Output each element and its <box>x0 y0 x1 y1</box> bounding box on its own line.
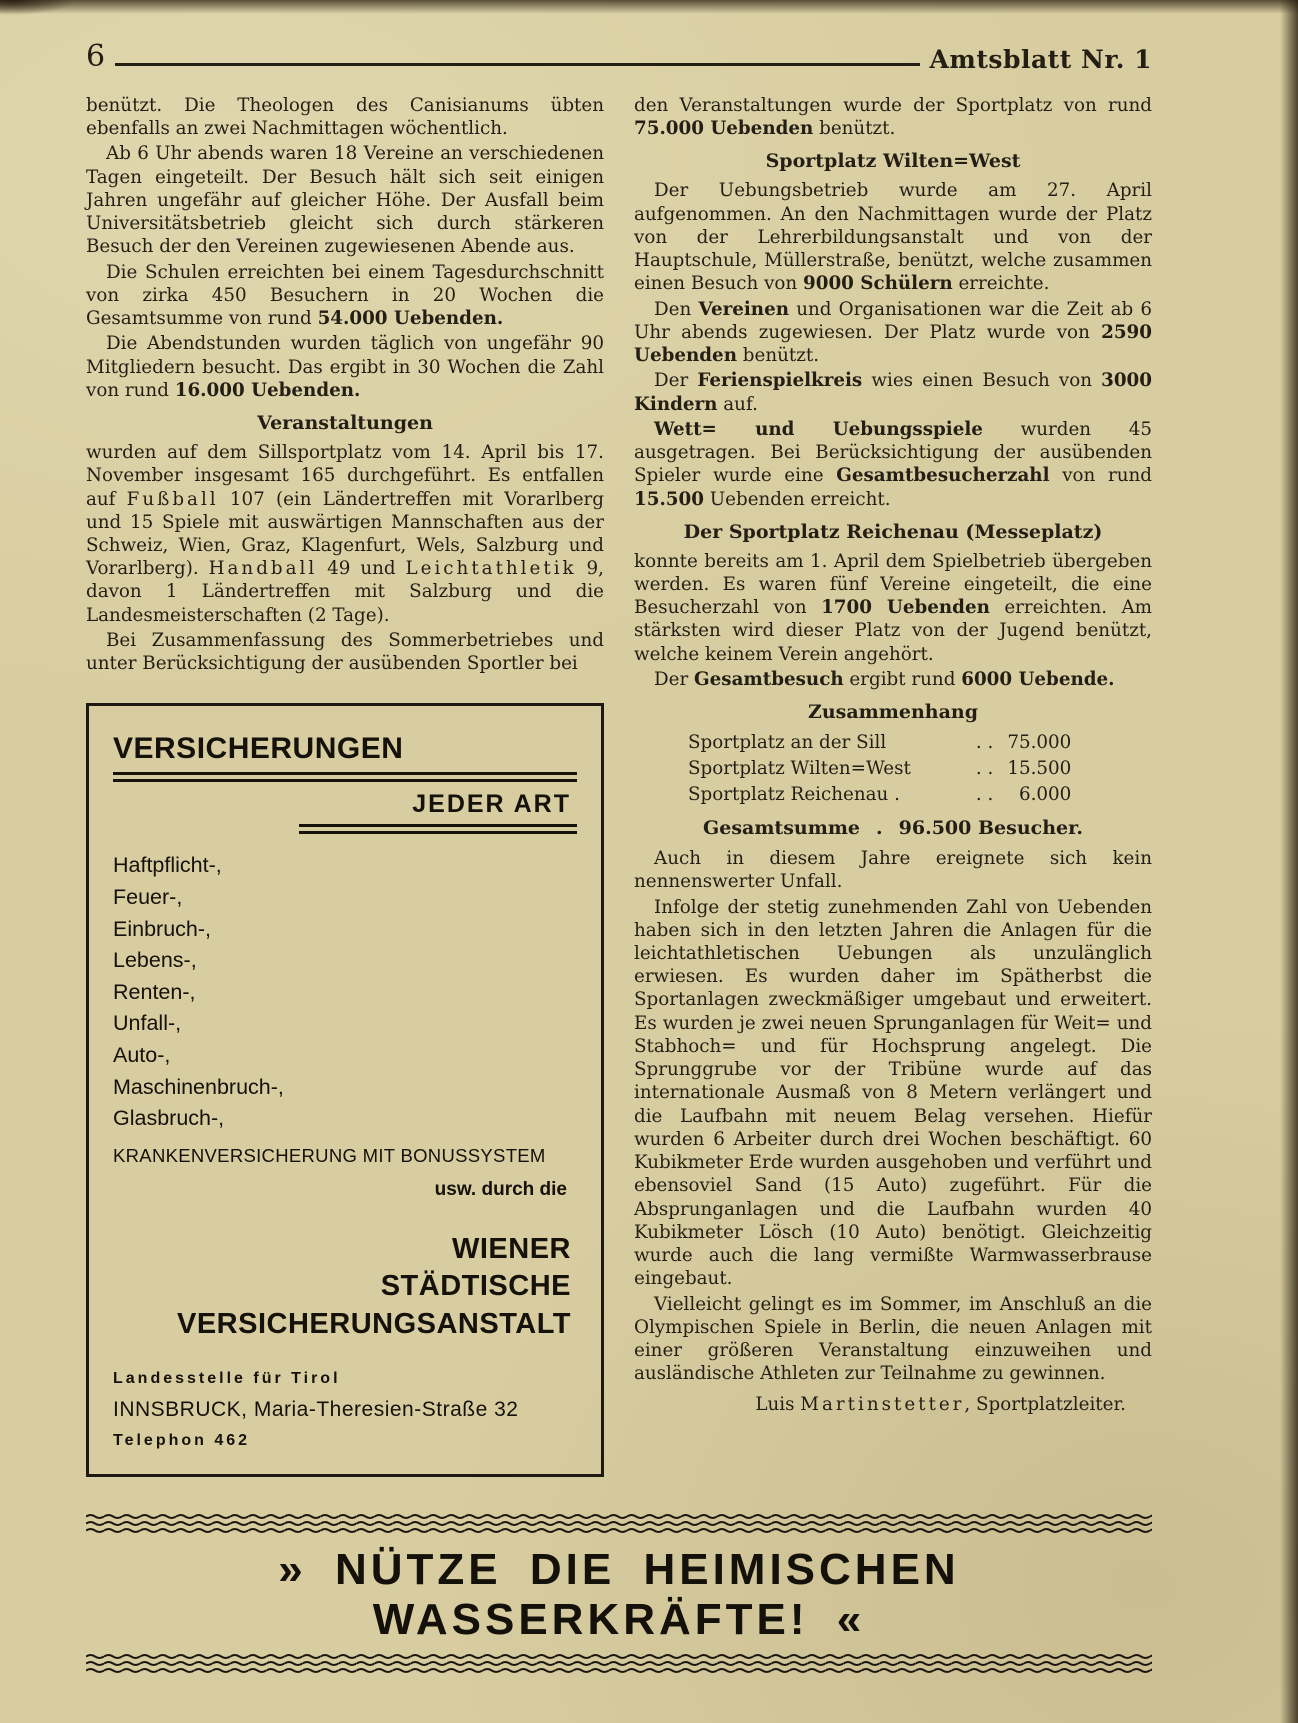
paragraph <box>634 179 1152 295</box>
text-segment: Gesamtbesucherzahl <box>836 465 1050 487</box>
ad-subtitle: JEDER ART <box>412 790 571 819</box>
summary-label: Sportplatz Wilten=West <box>688 758 911 780</box>
summary-table <box>688 730 1071 808</box>
text-segment: 3000 Kindern <box>634 370 1152 415</box>
text-segment: Ab 6 Uhr abends waren 18 Vereine an verschiedenen Tagen eingeteilt. Der Besuch hält sich seit einigen Jahren ungefähr auf gleicher Höhe. Der Ausfall beim Universitätsbetrieb gleicht sich durch stärkeren Besuch der den Vereinen zugewiesenen Abende aus. <box>86 143 604 258</box>
paragraph <box>634 1293 1152 1386</box>
total-value: 96.500 Besucher. <box>898 817 1083 840</box>
text-segment: 1700 Uebenden <box>821 597 990 619</box>
text-segment: Die Schulen erreichten bei einem Tagesdurchschnitt von zirka 450 Besuchern in 20 Wochen die Gesamtsumme von rund <box>86 261 604 330</box>
text-segment: , Sportplatzleiter. <box>964 1394 1126 1416</box>
text-segment: Die Abendstunden wurden täglich von ungefähr 90 Mitgliedern besucht. Das ergibt in 30 Wochen die Zahl von rund <box>86 333 604 401</box>
slogan-banner <box>86 1513 1152 1673</box>
text-segment: 9, davon 1 Ländertreffen mit Salzburg und die Landesmeisterschaften (2 Tage). <box>86 558 604 626</box>
summary-value: 6.000 <box>1018 784 1072 806</box>
section-heading: Veranstaltungen <box>257 412 433 435</box>
total-label: Gesamtsumme <box>703 817 861 840</box>
text-segment: Auch in diesem Jahre ereignete sich kein nennenswerter Unfall. <box>634 848 1152 893</box>
ad-address-line: INNSBRUCK, Maria-Theresien-Straße 32 <box>113 1397 519 1421</box>
text-segment: benützt. <box>736 345 820 367</box>
summary-dots: . . <box>975 732 994 754</box>
paragraph <box>634 668 1152 691</box>
text-segment: 9000 Schülern <box>803 273 953 295</box>
paragraph <box>634 418 1152 511</box>
text-segment: auf. <box>717 393 758 415</box>
text-segment: Luis <box>755 1394 801 1416</box>
ad-insurance-list <box>113 850 577 1134</box>
ad-list-item: Lebens-, <box>113 948 197 973</box>
summary-value: 75.000 <box>1007 732 1072 754</box>
ad-kranken-line: KRANKENVERSICHERUNG MIT BONUSSYSTEM <box>113 1144 546 1166</box>
paragraph <box>634 94 1152 140</box>
text-segment: Handball <box>208 558 318 580</box>
text-segment: 2590 Uebenden <box>634 321 1152 367</box>
text-segment: Der Uebungsbetrieb wurde am 27. April aufgenommen. An den Nachmittagen wurde der Platz von der Lehrerbildungsanstalt und von der Hauptschule, Müllerstraße, benützt, welche zusammen einen Besuch von <box>634 180 1152 295</box>
ad-double-rule-short <box>299 824 577 834</box>
text-segment: erreichten. Am stärksten wird dieser Platz von der Jugend benützt, welche keinem Verein angehört. <box>634 597 1152 665</box>
ad-company-line: VERSICHERUNGSANSTALT <box>177 1308 571 1341</box>
text-segment: benützt. <box>813 118 896 140</box>
text-segment: von rund <box>1049 465 1152 487</box>
text-segment: 75.000 Uebenden <box>634 118 814 140</box>
section-heading: Sportplatz Wilten=West <box>765 150 1021 173</box>
ad-list-item: Maschinenbruch-, <box>113 1074 284 1099</box>
summary-label: Sportplatz an der Sill <box>688 732 887 754</box>
text-segment: Der <box>654 668 695 690</box>
ad-list-item: Haftpflicht-, <box>113 853 222 878</box>
text-segment: 15.500 <box>634 488 704 510</box>
left-column <box>86 94 604 1477</box>
left-column-text <box>86 94 604 675</box>
text-segment: 6000 Uebende. <box>961 668 1115 690</box>
paragraph <box>86 142 604 258</box>
ad-list-item: Unfall-, <box>113 1011 182 1036</box>
ad-list-item: Feuer-, <box>113 884 183 909</box>
text-segment: erreichte. <box>952 273 1050 295</box>
ad-company-line: WIENER <box>452 1232 571 1265</box>
header-rule <box>115 63 919 66</box>
right-column <box>634 94 1152 1477</box>
summary-dots: . . <box>975 784 994 806</box>
text-segment: Leichtathletik <box>405 558 577 580</box>
text-segment: den Veranstaltungen wurde der Sportplatz von rund <box>634 95 1152 116</box>
paragraph <box>634 847 1152 893</box>
summary-row <box>688 730 1071 756</box>
page-number: 6 <box>86 39 106 74</box>
ad-list-item: Auto-, <box>113 1042 171 1067</box>
paragraph <box>634 298 1152 368</box>
ad-usw-line: usw. durch die <box>434 1178 567 1200</box>
insurance-ad <box>86 703 604 1476</box>
summary-row <box>688 756 1071 782</box>
ad-branch-line: Landesstelle für Tirol <box>113 1369 341 1387</box>
text-segment: 107 (ein Ländertreffen mit Vorarlberg und 15 Spiele mit auswärtigen Mannschaften aus der Schweiz, Wien, Graz, Klagenfurt, Wels, Salzburg und Vorarlberg). <box>86 488 604 580</box>
text-segment: 49 und <box>317 558 406 580</box>
paragraph <box>634 550 1152 666</box>
text-segment: Gesamtbesuch <box>694 668 844 690</box>
text-segment: Vereinen <box>698 298 790 320</box>
paragraph <box>86 441 604 627</box>
paragraph <box>634 896 1152 1291</box>
text-segment: und Organisationen war die Zeit ab 6 Uhr abends zugewiesen. Der Platz wurde von <box>634 298 1153 343</box>
text-segment: Der <box>654 370 698 392</box>
paragraph <box>86 332 604 402</box>
text-segment: 54.000 Uebenden. <box>317 308 504 330</box>
text-segment: ergibt rund <box>843 668 962 690</box>
wavy-rule-top-icon <box>86 1513 1152 1533</box>
text-segment: konnte bereits am 1. April dem Spielbetrieb übergeben werden. Es waren fünf Vereine eingeteilt, die eine Besucherzahl von <box>634 550 1152 619</box>
signature-line <box>634 1393 1152 1416</box>
text-segment: 16.000 Uebenden. <box>174 379 361 401</box>
paragraph <box>86 629 604 675</box>
masthead-title: Amtsblatt Nr. 1 <box>929 45 1152 74</box>
paragraph <box>86 94 604 140</box>
text-segment: benützt. Die Theologen des Canisianums übten ebenfalls an zwei Nachmittagen wöchentlich. <box>86 95 604 140</box>
paragraph <box>86 261 604 331</box>
ad-list-item: Renten-, <box>113 979 196 1004</box>
ad-title: VERSICHERUNGEN <box>113 732 404 766</box>
text-segment: Ferienspielkreis <box>697 370 863 392</box>
text-segment: Fußball <box>126 488 219 510</box>
text-segment: wies einen Besuch von <box>862 370 1102 392</box>
slogan-text: » NÜTZE DIE HEIMISCHEN WASSERKRÄFTE! « <box>278 1544 960 1644</box>
paragraph <box>634 369 1152 415</box>
ad-list-item: Glasbruch-, <box>113 1106 225 1131</box>
section-heading: Der Sportplatz Reichenau (Messeplatz) <box>683 520 1103 543</box>
text-segment: Den <box>654 298 699 320</box>
text-segment: wurden auf dem Sillsportplatz vom 14. April bis 17. November insgesamt 165 durchgeführt. Es entfallen auf <box>86 442 604 510</box>
text-segment: Vielleicht gelingt es im Sommer, im Anschluß an die Olympischen Spiele in Berlin, die neuen Anlagen mit einer größeren Veranstaltung einzuweihen und ausländische Athleten zur Teilnahme zu gewinnen. <box>634 1293 1152 1385</box>
text-segment: Infolge der stetig zunehmenden Zahl von Uebenden haben sich in den letzten Jahren die Anlagen für die leichtathletischen Uebungen als unzulänglich erwiesen. Es wurden daher im Spätherbst die Sportanlagen zweckmäßiger umgebaut und erweitert. Es wurden je zwei neuen Sprunganlagen für Weit= und Stabhoch= und für Hochsprung angelegt. Die Sprunggrube vor der Tribüne wurde auf das internationale Ausmaß von 8 Metern verlängert und die Laufbahn mit neuem Belag versehen. Hiefür wurden 6 Arbeiter durch drei Wochen beschäftigt. 60 Kubikmeter Erde wurden ausgehoben und verführt und ebensoviel Sand (15 Auto) zugeführt. Für die Absprunganlagen und die Laufbahn wurden 40 Kubikmeter Lösch (10 Auto) benötigt. Gleichzeitig wurde auch die lang vermißte Warmwasserbrause eingebaut. <box>634 896 1152 1290</box>
text-segment: Bei Zusammenfassung des Sommerbetriebes und unter Berücksichtigung der ausübenden Sportler bei <box>86 629 604 675</box>
ad-telephone-line: Telephon 462 <box>113 1431 251 1449</box>
total-separator: . <box>876 817 883 840</box>
summary-label: Sportplatz Reichenau . <box>688 784 900 806</box>
ad-company-line: STÄDTISCHE <box>380 1270 571 1303</box>
section-heading: Zusammenhang <box>807 701 979 724</box>
text-segment: wurden 45 ausgetragen. Bei Berücksichtigung der ausübenden Spieler wurde eine <box>634 418 1152 487</box>
summary-row <box>688 782 1071 808</box>
summary-value: 15.500 <box>1007 758 1072 780</box>
article-columns <box>86 94 1152 1477</box>
ad-company-name <box>113 1231 577 1344</box>
text-segment: Wett= und Uebungsspiele <box>654 418 983 440</box>
wavy-rule-bottom-icon <box>86 1653 1152 1673</box>
summary-dots: . . <box>975 758 994 780</box>
text-segment: Martinstetter <box>800 1394 965 1416</box>
ad-list-item: Einbruch-, <box>113 916 211 941</box>
text-segment: Uebenden erreicht. <box>703 488 891 510</box>
ad-double-rule <box>113 772 577 782</box>
summary-total <box>634 817 1152 839</box>
page-header <box>86 39 1152 74</box>
